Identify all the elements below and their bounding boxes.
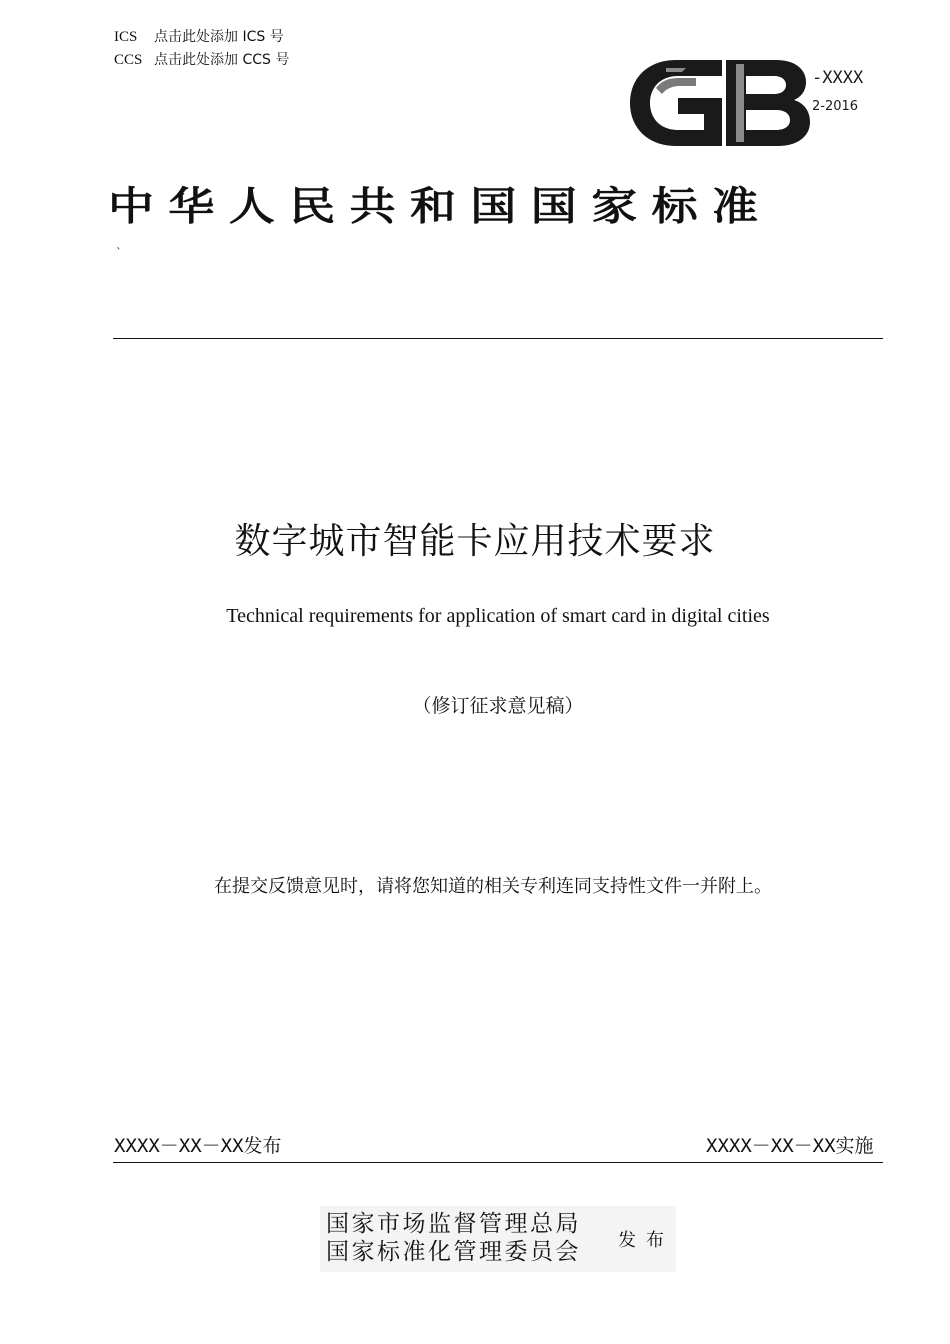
issuer-line-2: 国家标准化管理委员会 (326, 1239, 581, 1265)
implement-date-value: XXXX－XX－XX (706, 1135, 836, 1157)
ccs-code: CCS (114, 52, 143, 68)
ccs-placeholder[interactable]: 点击此处添加 CCS 号 (154, 52, 290, 68)
national-standard-title: 中华人民共和国国家标准 (108, 182, 773, 230)
gb-logo-icon (626, 56, 812, 150)
issuer-line-1: 国家市场监督管理总局 (326, 1211, 581, 1237)
standard-number-line2: 2-2016 (812, 99, 859, 114)
issuer-block (320, 1206, 676, 1272)
header-divider (113, 338, 883, 339)
document-title-zh: 数字城市智能卡应用技术要求 (234, 521, 716, 562)
publish-date-value: XXXX－XX－XX (114, 1135, 244, 1157)
standard-number-line1: -XXXX (812, 68, 864, 88)
draft-status: （修订征求意见稿） (412, 695, 584, 717)
ics-line (114, 28, 284, 46)
ccs-line (114, 51, 289, 69)
ics-placeholder[interactable]: 点击此处添加 ICS 号 (154, 29, 284, 45)
patent-notice: 在提交反馈意见时，请将您知道的相关专利连同支持性文件一并附上。 (214, 876, 772, 897)
footer-divider (113, 1162, 883, 1163)
issuer-action: 发布 (618, 1230, 674, 1251)
ics-code: ICS (114, 29, 138, 45)
publish-label: 发布 (243, 1135, 282, 1157)
implement-date (706, 1133, 874, 1159)
document-title-en: Technical requirements for application of smart card in digital cities (226, 605, 770, 627)
issuer-names (326, 1210, 581, 1266)
implement-label: 实施 (835, 1135, 874, 1157)
publish-date (114, 1133, 282, 1159)
stray-tick-mark: ` (116, 246, 122, 260)
